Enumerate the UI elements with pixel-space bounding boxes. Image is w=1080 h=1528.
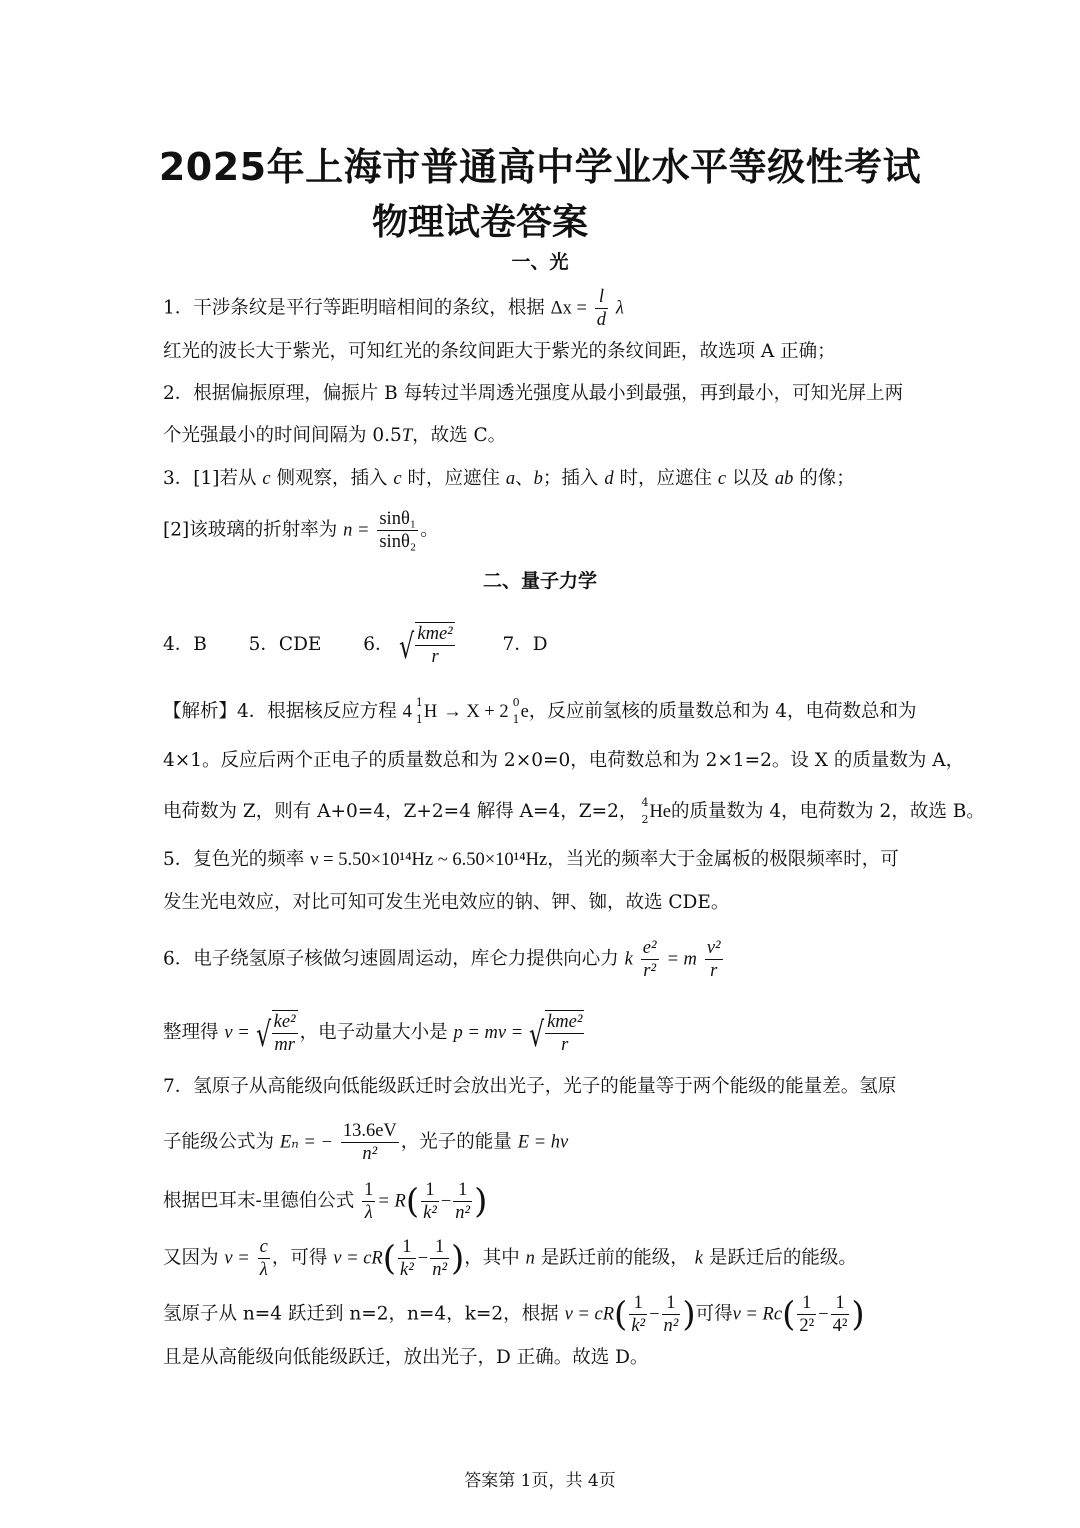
q2-line-2 bbox=[163, 422, 923, 450]
q3-var: c bbox=[717, 469, 727, 489]
q3-text: 以及 bbox=[731, 468, 769, 489]
ex4-line-1 bbox=[163, 697, 923, 727]
ex7-line-4: 又因为 ν = $\frac{c}{\lambda}$ ，可得 ν = cR( $\frac{1}{\text{k²}}$ − $\frac{1}{\text{n²}}$ )，其中 n 是跃迁前的能级， k 是跃迁后的能级。 bbox=[163, 1237, 857, 1280]
q3-n: n = bbox=[343, 520, 370, 541]
ex7-vrc: ν = Rc bbox=[732, 1304, 783, 1325]
ex6-text: 6．电子绕氢原子核做匀速圆周运动，库仑力提供向心力 bbox=[163, 948, 619, 970]
ex7-text: 子能级公式为 bbox=[163, 1131, 275, 1153]
q3-text: 时，应遮住 bbox=[407, 468, 501, 489]
ex5-text: ，当光的频率大于金属板的极限频率时，可 bbox=[547, 849, 899, 870]
answer-4: 4．B bbox=[163, 634, 207, 655]
ex7-text: ，可得 bbox=[271, 1247, 328, 1269]
ex7-en: Eₙ = − bbox=[279, 1132, 333, 1153]
q2-line-1: 2．根据偏振原理，偏振片 B 每转过半周透光强度从最小到最强，再到最小，可知光屏上两 bbox=[163, 383, 904, 404]
ex7-line-5: 氢原子从 n=4 跃迁到 n=2，n=4，k=2，根据 ν = cR( $\frac{1}{\text{k²}}$ − $\frac{1}{\text{n²}}$ )可得ν = Rc( $\frac{1}{\text{2²}}$ − $\frac{1}{\text{4²}}$ ) bbox=[163, 1293, 865, 1336]
q1-line-1 bbox=[163, 286, 923, 331]
ex4-he: He bbox=[649, 802, 672, 822]
ex4-text: ，反应前氢核的质量数总和为 4，电荷数总和为 bbox=[528, 701, 917, 722]
ex7-r: = R bbox=[377, 1191, 406, 1212]
title-line-1: 2025年上海市普通高中学业水平等级性考试 bbox=[158, 145, 922, 189]
q3-text: [2]该玻璃的折射率为 bbox=[163, 519, 338, 541]
ex7-frac-lambda: $\frac{1}{\lambda}$ bbox=[364, 1180, 374, 1223]
ex7-e-hv: E = hν bbox=[517, 1132, 569, 1153]
q3-frac-num: sinθ₁ bbox=[379, 509, 417, 529]
ex6-sqrt-1: √ $\frac{\text{ke²}}{mr}$ bbox=[255, 1012, 296, 1055]
ex7-text: 氢原子从 n=4 跃迁到 n=2，n=4，k=2，根据 bbox=[163, 1303, 559, 1325]
q3-frac-den: sinθ₂ bbox=[379, 532, 417, 552]
ex7-en-frac: $\frac{13.6eV}{\text{n²}}$ bbox=[342, 1121, 397, 1164]
answer-6-sqrt: √ $\frac{\text{kme²}}{r}$ bbox=[399, 624, 453, 667]
ex4-he-nuclide: 4 2 bbox=[641, 796, 649, 826]
answer-6-den: r bbox=[431, 647, 439, 667]
ex4-line-3 bbox=[163, 796, 985, 827]
ex7-vcr: ν = cR bbox=[333, 1248, 383, 1269]
q2-line-2b: ，故选 C。 bbox=[412, 425, 507, 446]
ex7-text: 是跃迁前的能级， bbox=[540, 1247, 689, 1269]
title-line-2: 物理试卷答案 bbox=[372, 202, 589, 243]
answers-row bbox=[163, 622, 923, 668]
ex6-line-2 bbox=[163, 1010, 923, 1056]
ex4-h: H bbox=[423, 702, 438, 722]
ex4-text: 电荷数为 Z，则有 A+0=4，Z+2=4 解得 A=4，Z=2， bbox=[163, 801, 638, 822]
ex7-line-1: 7．氢原子从高能级向低能级跃迁时会放出光子，光子的能量等于两个能级的能量差。氢原 bbox=[163, 1076, 897, 1097]
section-heading-light: 一、光 bbox=[511, 251, 569, 273]
answer-6-num: kme² bbox=[417, 624, 453, 644]
q1-fraction bbox=[595, 286, 608, 331]
q3-var: b bbox=[533, 469, 543, 489]
ex4-e: e bbox=[520, 702, 529, 722]
ex7-text: ，其中 bbox=[464, 1247, 520, 1269]
q3-var: d bbox=[604, 469, 614, 489]
ex5-line-2: 发生光电效应，对比可知可发生光电效应的钠、钾、铷，故选 CDE。 bbox=[163, 892, 730, 913]
ex6-p: p = mv = bbox=[453, 1023, 524, 1043]
q1-line-2: 红光的波长大于紫光，可知红光的条纹间距大于紫光的条纹间距，故选项 A 正确； bbox=[163, 341, 836, 362]
ex6-eq: = m bbox=[666, 949, 697, 970]
ex7-line-3: 根据巴耳末-里德伯公式 $\frac{1}{\lambda}$ = R( $\frac{1}{\text{k²}}$ − $\frac{1}{\text{n²}}$ ) bbox=[163, 1180, 488, 1223]
ex5-line-1 bbox=[163, 846, 923, 874]
ex4-e-nuclide: 0 1 bbox=[512, 696, 520, 726]
ex4-text: 的质量数为 4，电荷数为 2，故选 B。 bbox=[671, 801, 985, 822]
ex4-coef: 4 bbox=[402, 702, 412, 722]
q3-var: c bbox=[393, 469, 402, 489]
ex6-line-1 bbox=[163, 937, 923, 982]
ex6-text: 整理得 bbox=[163, 1022, 219, 1043]
q3-var: ab bbox=[774, 469, 794, 489]
ex4-line-2: 4×1。反应后两个正电子的质量数总和为 2×0=0，电荷数总和为 2×1=2。设 X 的质量数为 A， bbox=[163, 750, 965, 771]
q1-frac-den: d bbox=[596, 310, 607, 330]
page-footer: 答案第 1页，共 4页 bbox=[464, 1471, 616, 1491]
ex7-text: ，光子的能量 bbox=[400, 1131, 512, 1153]
q3-text: ；插入 bbox=[542, 468, 599, 489]
q3-text: 。 bbox=[420, 519, 439, 541]
ex7-v: ν = bbox=[224, 1248, 250, 1269]
q1-lhs: Δx = bbox=[550, 298, 587, 319]
ex7-line-6: 且是从高能级向低能级跃迁，放出光子，D 正确。故选 D。 bbox=[163, 1347, 649, 1368]
q1-prefix: 1．干涉条纹是平行等距明暗相间的条纹，根据 bbox=[163, 297, 545, 319]
q1-frac-num: l bbox=[595, 286, 608, 309]
q2-period: T bbox=[401, 426, 413, 446]
q3-text: 时，应遮住 bbox=[619, 468, 712, 489]
ex6-v: v = bbox=[224, 1023, 250, 1043]
ex6-frac-2: $\frac{\text{v²}}{r}$ bbox=[706, 938, 721, 981]
q3-text: 、 bbox=[515, 468, 534, 489]
ex4-text: 【解析】4．根据核反应方程 bbox=[163, 701, 397, 722]
ex7-text: 又因为 bbox=[163, 1247, 219, 1269]
ex6-text: ，电子动量大小是 bbox=[299, 1022, 448, 1043]
answer-7: 7．D bbox=[502, 634, 548, 655]
ex7-text: 是跃迁后的能级。 bbox=[708, 1247, 857, 1269]
q3-fraction bbox=[377, 508, 418, 553]
q3-line-2 bbox=[163, 508, 923, 553]
ex7-text: 根据巴耳末-里德伯公式 bbox=[163, 1190, 355, 1212]
q3-var: a bbox=[505, 469, 516, 489]
ex5-text: 5．复色光的频率 bbox=[163, 849, 305, 870]
ex4-h-nuclide: 1 1 bbox=[415, 696, 423, 726]
section-heading-quantum: 二、量子力学 bbox=[482, 570, 597, 592]
q3-line-1 bbox=[163, 465, 923, 493]
ex7-text: 可得 bbox=[695, 1303, 733, 1325]
ex4-arrow: → X + 2 bbox=[443, 702, 509, 722]
ex6-sqrt-2: √ $\frac{\text{kme²}}{r}$ bbox=[529, 1012, 583, 1055]
q3-text: 3．[1]若从 bbox=[163, 468, 257, 489]
q1-lambda: λ bbox=[615, 298, 624, 319]
ex5-formula: ν = 5.50×10¹⁴Hz ~ 6.50×10¹⁴Hz bbox=[310, 850, 548, 870]
ex7-line-2 bbox=[163, 1120, 923, 1165]
answer-5: 5．CDE bbox=[248, 634, 322, 655]
q3-text: 侧观察，插入 bbox=[276, 468, 388, 489]
q2-line-2a: 个光强最小的时间间隔为 0.5 bbox=[163, 425, 402, 446]
ex6-frac-1: $\frac{\text{e²}}{\text{r²}}$ bbox=[642, 938, 657, 981]
ex6-k: k bbox=[624, 949, 633, 970]
q3-text: 的像； bbox=[799, 468, 855, 489]
answer-6: 6． bbox=[363, 634, 394, 655]
q3-var: c bbox=[262, 469, 271, 489]
